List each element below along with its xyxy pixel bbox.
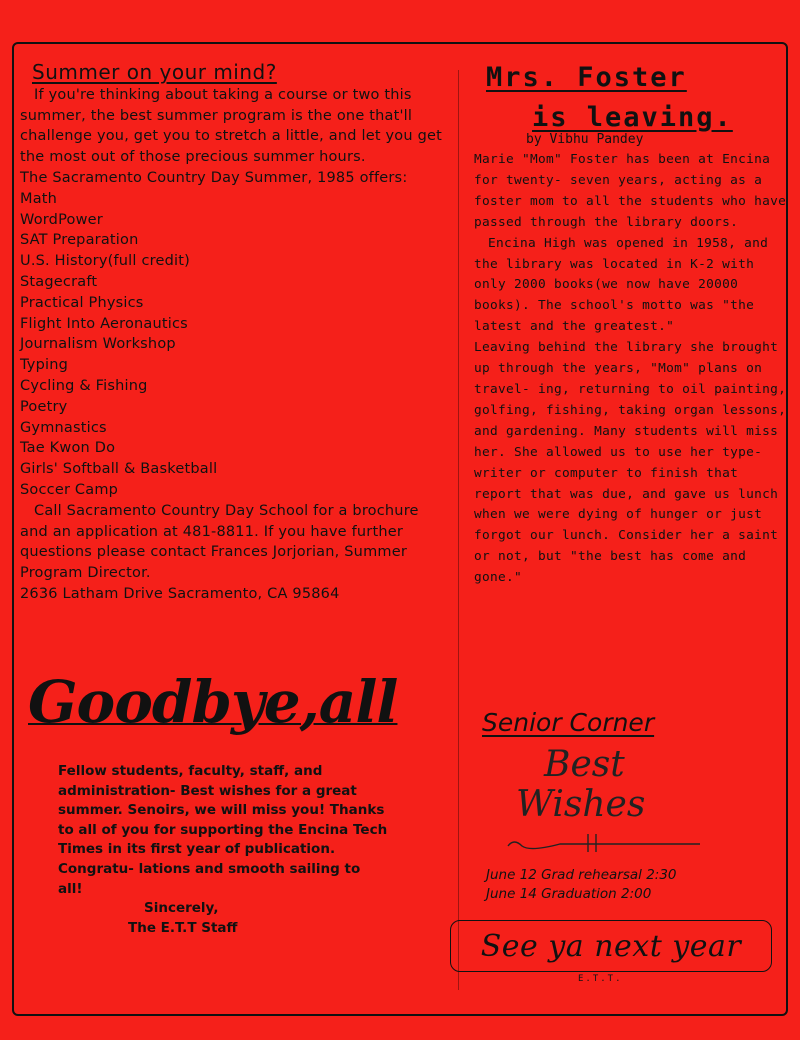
graduation-events — [486, 866, 677, 904]
summer-address: 2636 Latham Drive Sacramento, CA 95864 — [20, 585, 340, 602]
summer-program-article — [20, 62, 450, 605]
course-item: Flight Into Aeronautics — [20, 315, 188, 332]
see-ya-text: See ya next year — [480, 928, 742, 964]
course-list — [20, 189, 450, 501]
course-item: Soccer Camp — [20, 481, 119, 498]
goodbye-heading: Goodbye,all — [28, 668, 398, 736]
farewell-closing: Sincerely, — [144, 900, 219, 917]
goodbye-banner — [28, 668, 408, 748]
summer-contact: Call Sacramento Country Day School for a brochure and an application at 481-8811. If you have further questions please contact Frances Jorjorian, Summer Program Director. — [20, 502, 419, 582]
course-item: Girls' Softball & Basketball — [20, 461, 218, 478]
senior-corner-heading: Senior Corner — [482, 708, 655, 737]
summer-offer-line: The Sacramento Country Day Summer, 1985 offers: — [20, 169, 408, 186]
summer-heading: Summer on your mind? — [32, 60, 277, 84]
best-wishes-line1: Best — [544, 744, 625, 785]
foster-paragraph: Encina High was opened in 1958, and the library was located in K-2 with only 2000 books(we now have 20000 books). The school's motto was "the latest and the greatest." — [474, 235, 769, 335]
foster-paragraph: Leaving behind the library she brought up through the years, "Mom" plans on travel- ing, returning to oil painting, golfing, fishing, taking organ lessons, and gardening. Many students will miss her. She allowed us to use her type- writer or computer to finish that report that was due, and gave us lunch when we were dying of hunger or just forgot our lunch. Consider her a saint or not, but "the best has come and gone." — [474, 340, 787, 586]
see-ya-box — [450, 920, 772, 972]
foster-paragraph: Marie "Mom" Foster has been at Encina for twenty- seven years, acting as a foster mom to all the students who have passed through the library doors. — [474, 152, 787, 230]
event-graduation: June 14 Graduation 2:00 — [486, 886, 652, 902]
course-item: Stagecraft — [20, 273, 98, 290]
column-divider — [458, 70, 459, 990]
summer-intro: If you're thinking about taking a course or two this summer, the best summer program is the one that'll challenge you, get you to stretch a little, and let you get the most out of those precious summer hours. — [20, 86, 442, 166]
foster-headline — [486, 58, 786, 138]
foster-headline-line2: is leaving. — [532, 102, 733, 133]
foster-headline-line1: Mrs. Foster — [486, 62, 687, 93]
ett-initials: E.T.T. — [578, 974, 623, 984]
course-item: Journalism Workshop — [20, 336, 176, 353]
course-item: Tae Kwon Do — [20, 440, 116, 457]
foster-byline: by Vibhu Pandey — [526, 132, 644, 147]
best-wishes-handwriting — [500, 742, 700, 862]
course-item: SAT Preparation — [20, 232, 139, 249]
course-item: WordPower — [20, 211, 103, 228]
course-item: Math — [20, 190, 58, 207]
course-item: Practical Physics — [20, 294, 144, 311]
farewell-message — [58, 762, 388, 938]
course-item: U.S. History(full credit) — [20, 253, 190, 270]
best-wishes-line2: Wishes — [516, 784, 646, 825]
flourish-icon — [500, 742, 700, 862]
event-rehearsal: June 12 Grad rehearsal 2:30 — [486, 867, 677, 883]
course-item: Poetry — [20, 398, 68, 415]
foster-article — [474, 150, 794, 589]
course-item: Cycling & Fishing — [20, 377, 148, 394]
farewell-signature: The E.T.T Staff — [128, 919, 238, 936]
course-item: Typing — [20, 357, 69, 374]
course-item: Gymnastics — [20, 419, 107, 436]
farewell-body: Fellow students, faculty, staff, and administration- Best wishes for a great summer. Senoirs, we will miss you! Thanks to all of you for supporting the Encina Tech Times in its first year of publication. Congratu- lations and smooth sailing to all! — [58, 763, 388, 897]
